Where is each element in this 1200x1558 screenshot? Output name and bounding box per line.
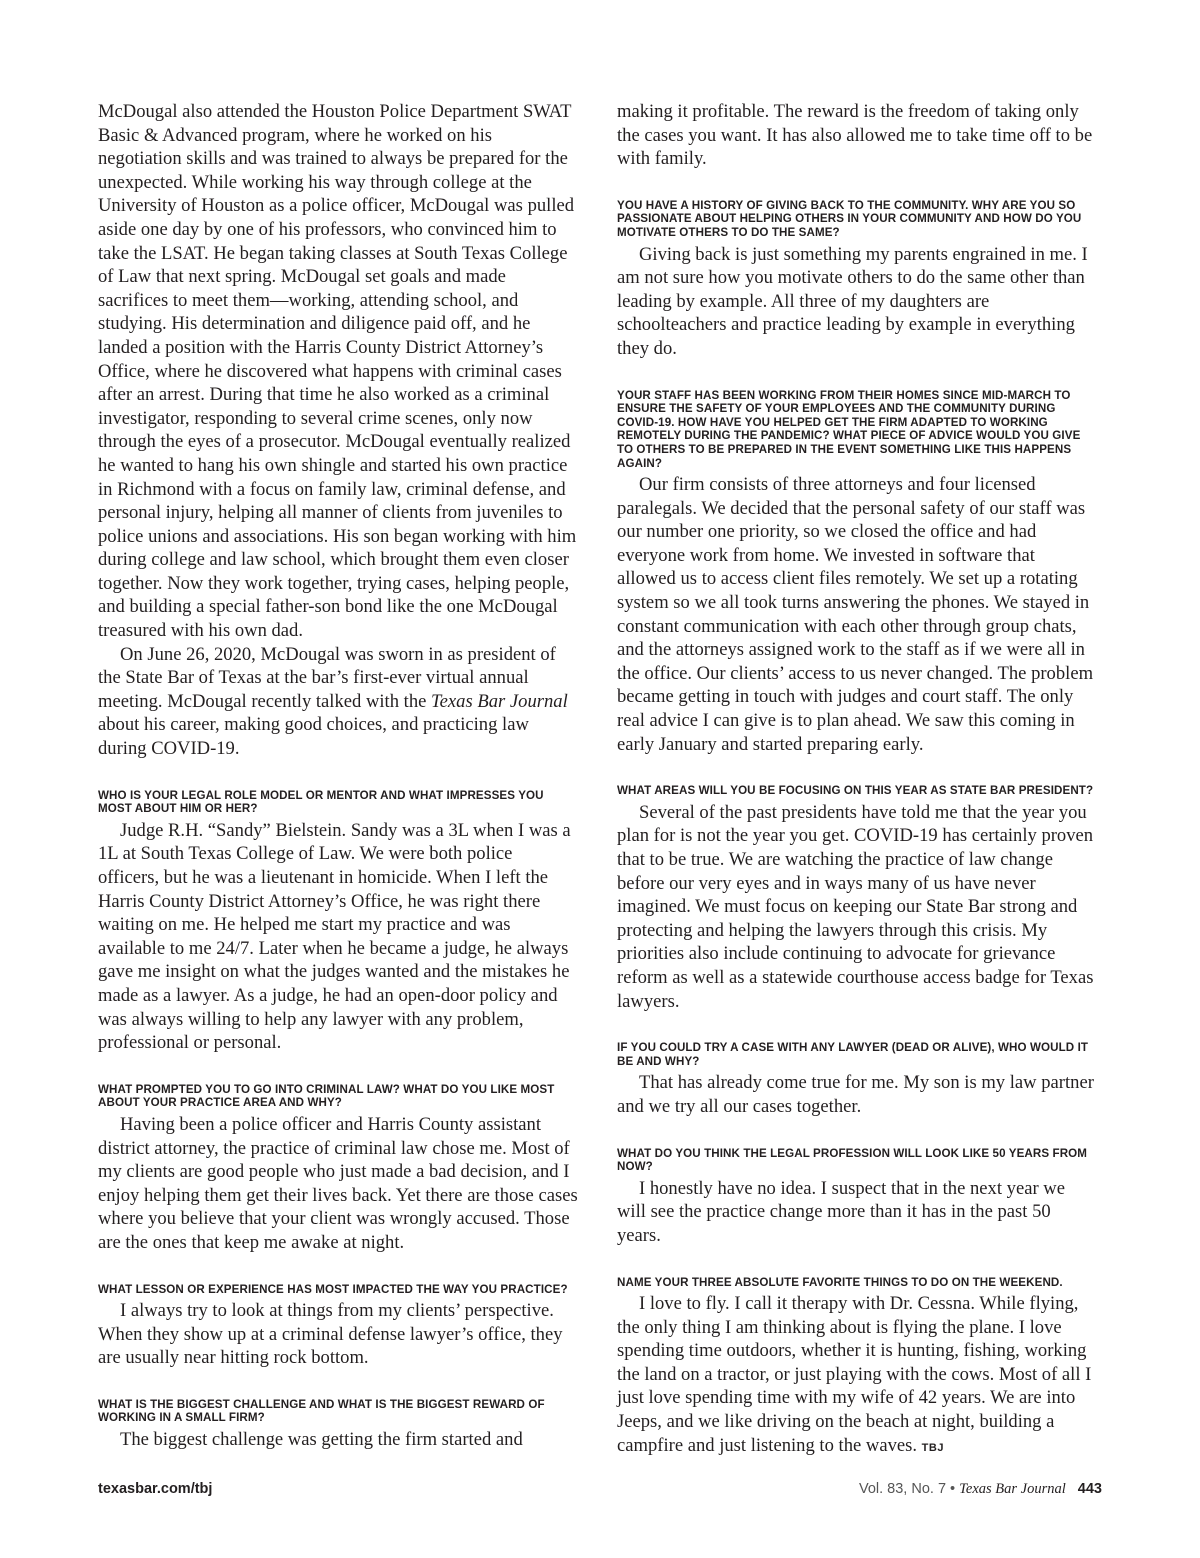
question-heading: WHAT LESSON OR EXPERIENCE HAS MOST IMPACTED THE WAY YOU PRACTICE? xyxy=(98,1282,568,1296)
page-footer xyxy=(98,1481,1102,1505)
left-column xyxy=(98,100,578,1452)
footer-url[interactable]: texasbar.com/tbj xyxy=(98,1481,213,1497)
footer-bullet: • xyxy=(950,1481,956,1497)
answer-paragraph: I always try to look at things from my clients’ perspective. When they show up at a criminal defense lawyer’s office, they are usually near hitting rock bottom. xyxy=(98,1300,563,1369)
question-heading: WHO IS YOUR LEGAL ROLE MODEL OR MENTOR AND WHAT IMPRESSES YOU MOST ABOUT HIM OR HER? xyxy=(98,788,544,816)
answer-paragraph: I honestly have no idea. I suspect that in the next year we will see the practice change more than it has in the past 50 years. xyxy=(617,1177,1065,1246)
question-heading: WHAT AREAS WILL YOU BE FOCUSING ON THIS YEAR AS STATE BAR PRESIDENT? xyxy=(617,784,1094,798)
answer-paragraph: Giving back is just something my parents engrained in me. I am not sure how you motivate others to do the same other than leading by example. All three of my daughters are schoolteachers and practice leading by example in everything they do. xyxy=(617,243,1088,359)
answer-paragraph: Judge R.H. “Sandy” Bielstein. Sandy was a 3L when I was a 1L at South Texas College of Law. We were both police officers, but he was a lieutenant in homicide. When I left the Harris County District Attorney’s Office, he was right there waiting on me. He helped me start my practice and was available to me 24/7. Later when he became a judge, he always gave me insight on what the judges wanted and the mistakes he made as a lawyer. As a judge, he had an open-door policy and was always willing to help any lawyer with any problem, professional or personal. xyxy=(98,819,571,1054)
footer-info xyxy=(859,1481,1102,1498)
p2-before: On June 26, 2020, McDougal was sworn in as president of the State Bar of Texas at the bar’s first-ever virtual annual meeting. McDougal recently talked with the xyxy=(98,643,556,712)
question-heading: WHAT PROMPTED YOU TO GO INTO CRIMINAL LAW? WHAT DO YOU LIKE MOST ABOUT YOUR PRACTICE AREA AND WHY? xyxy=(98,1082,555,1110)
page-number: 443 xyxy=(1077,1481,1102,1497)
answer-paragraph: Having been a police officer and Harris County assistant district attorney, the practice of criminal law chose me. Most of my clients are good people who just made a bad decision, and I enjoy helping them get their lives back. Yet there are those cases where you believe that your client was wrongly accused. Those are the ones that keep me awake at night. xyxy=(98,1113,578,1253)
intro-paragraph-2 xyxy=(98,643,578,761)
journal-title: Texas Bar Journal xyxy=(431,690,568,712)
footer-journal: Texas Bar Journal xyxy=(959,1481,1066,1497)
intro-paragraph: McDougal also attended the Houston Police Department SWAT Basic & Advanced program, where he worked on his negotiation skills and was trained to always be prepared for the unexpected. While working his way through college at the University of Houston as a police officer, McDougal was pulled aside one day by one of his professors, who convinced him to take the LSAT. He began taking classes at South Texas College of Law that next spring. McDougal set goals and made sacrifices to meet them—working, attending school, and studying. His determination and diligence paid off, and he landed a position with the Harris County District Attorney’s Office, where he discovered what happens with criminal cases after an arrest. During that time he also worked as a criminal investigator, responding to several crime scenes, only now through the eyes of a prosecutor. McDougal eventually realized he wanted to hang his own shingle and started his own practice in Richmond with a focus on family law, criminal defense, and personal injury, helping all manner of clients from juveniles to police unions and associations. His son began working with him during college and law school, which brought them even closer together. Now they work together, trying cases, helping people, and building a special father-son bond like the one McDougal treasured with his own dad. xyxy=(98,101,577,642)
question-heading: WHAT IS THE BIGGEST CHALLENGE AND WHAT IS THE BIGGEST REWARD OF WORKING IN A SMALL FIRM? xyxy=(98,1397,545,1425)
answer-paragraph: Several of the past presidents have told me that the year you plan for is not the year you get. COVID-19 has certainly proven that to be true. We are watching the practice of law change before our very eyes and in ways many of us have never imagined. We must focus on keeping our State Bar strong and protecting and helping the lawyers through this crisis. My priorities also include continuing to advocate for grievance reform as well as a statewide courthouse access badge for Texas lawyers. xyxy=(617,801,1094,1012)
question-heading: IF YOU COULD TRY A CASE WITH ANY LAWYER (DEAD OR ALIVE), WHO WOULD IT BE AND WHY? xyxy=(617,1041,1089,1068)
question-heading: NAME YOUR THREE ABSOLUTE FAVORITE THINGS TO DO ON THE WEEKEND. xyxy=(617,1275,1063,1289)
answer-paragraph: Our firm consists of three attorneys and four licensed paralegals. We decided that the personal safety of our staff was our number one priority, so we closed the office and had everyone work from home. We invested in software that allowed us to access client files remotely. We set up a rotating system so we all took turns answering the phones. We stayed in constant communication with each other through group chats, and the attorneys assigned work to the staff as if we were all in the office. Our clients’ access to us never changed. The problem became getting in touch with judges and court staff. The only real advice I can give is to plan ahead. We saw this coming in early January and started preparing early. xyxy=(617,474,1094,755)
answer-paragraph: The biggest challenge was getting the firm started and xyxy=(120,1429,523,1451)
question-heading: YOU HAVE A HISTORY OF GIVING BACK TO THE COMMUNITY. WHY ARE YOU SO PASSIONATE ABOUT HELPING OTHERS IN YOUR COMMUNITY AND HOW DO YOU MOTIVATE OTHERS TO DO THE SAME? xyxy=(617,198,1082,239)
footer-volume: Vol. 83, No. 7 xyxy=(858,1481,947,1497)
question-heading: YOUR STAFF HAS BEEN WORKING FROM THEIR HOMES SINCE MID-MARCH TO ENSURE THE SAFETY OF YOUR EMPLOYEES AND THE COMMUNITY DURING COVID-19. HOW HAVE YOU HELPED GET THE FIRM ADAPTED TO WORKING REMOTELY DURING THE PANDEMIC? WHAT PIECE OF ADVICE WOULD YOU GIVE TO OTHERS TO BE PREPARED IN THE EVENT SOMETHING LIKE THIS HAPPENS AGAIN? xyxy=(617,388,1081,470)
answer-text: I love to fly. I call it therapy with Dr. Cessna. While flying, the only thing I am thinking about is flying the plane. I love spending time outdoors, whether it is hunting, fishing, working the land on a tractor, or just playing with the cows. Most of all I just love spending time with my wife of 42 years. We are into Jeeps, and we like driving on the beach at night, building a campfire and just listening to the waves. xyxy=(617,1293,1092,1456)
answer-continuation: making it profitable. The reward is the freedom of taking only the cases you want. It has also allowed me to take time off to be with family. xyxy=(617,101,1093,170)
answer-paragraph xyxy=(617,1292,1097,1460)
p2-after: about his career, making good choices, and practicing law during COVID-19. xyxy=(98,714,529,760)
answer-paragraph: That has already come true for me. My son is my law partner and we try all our cases together. xyxy=(617,1072,1094,1117)
question-heading: WHAT DO YOU THINK THE LEGAL PROFESSION WILL LOOK LIKE 50 YEARS FROM NOW? xyxy=(617,1146,1088,1174)
right-column xyxy=(617,100,1097,1460)
end-mark: TBJ xyxy=(921,1441,944,1454)
